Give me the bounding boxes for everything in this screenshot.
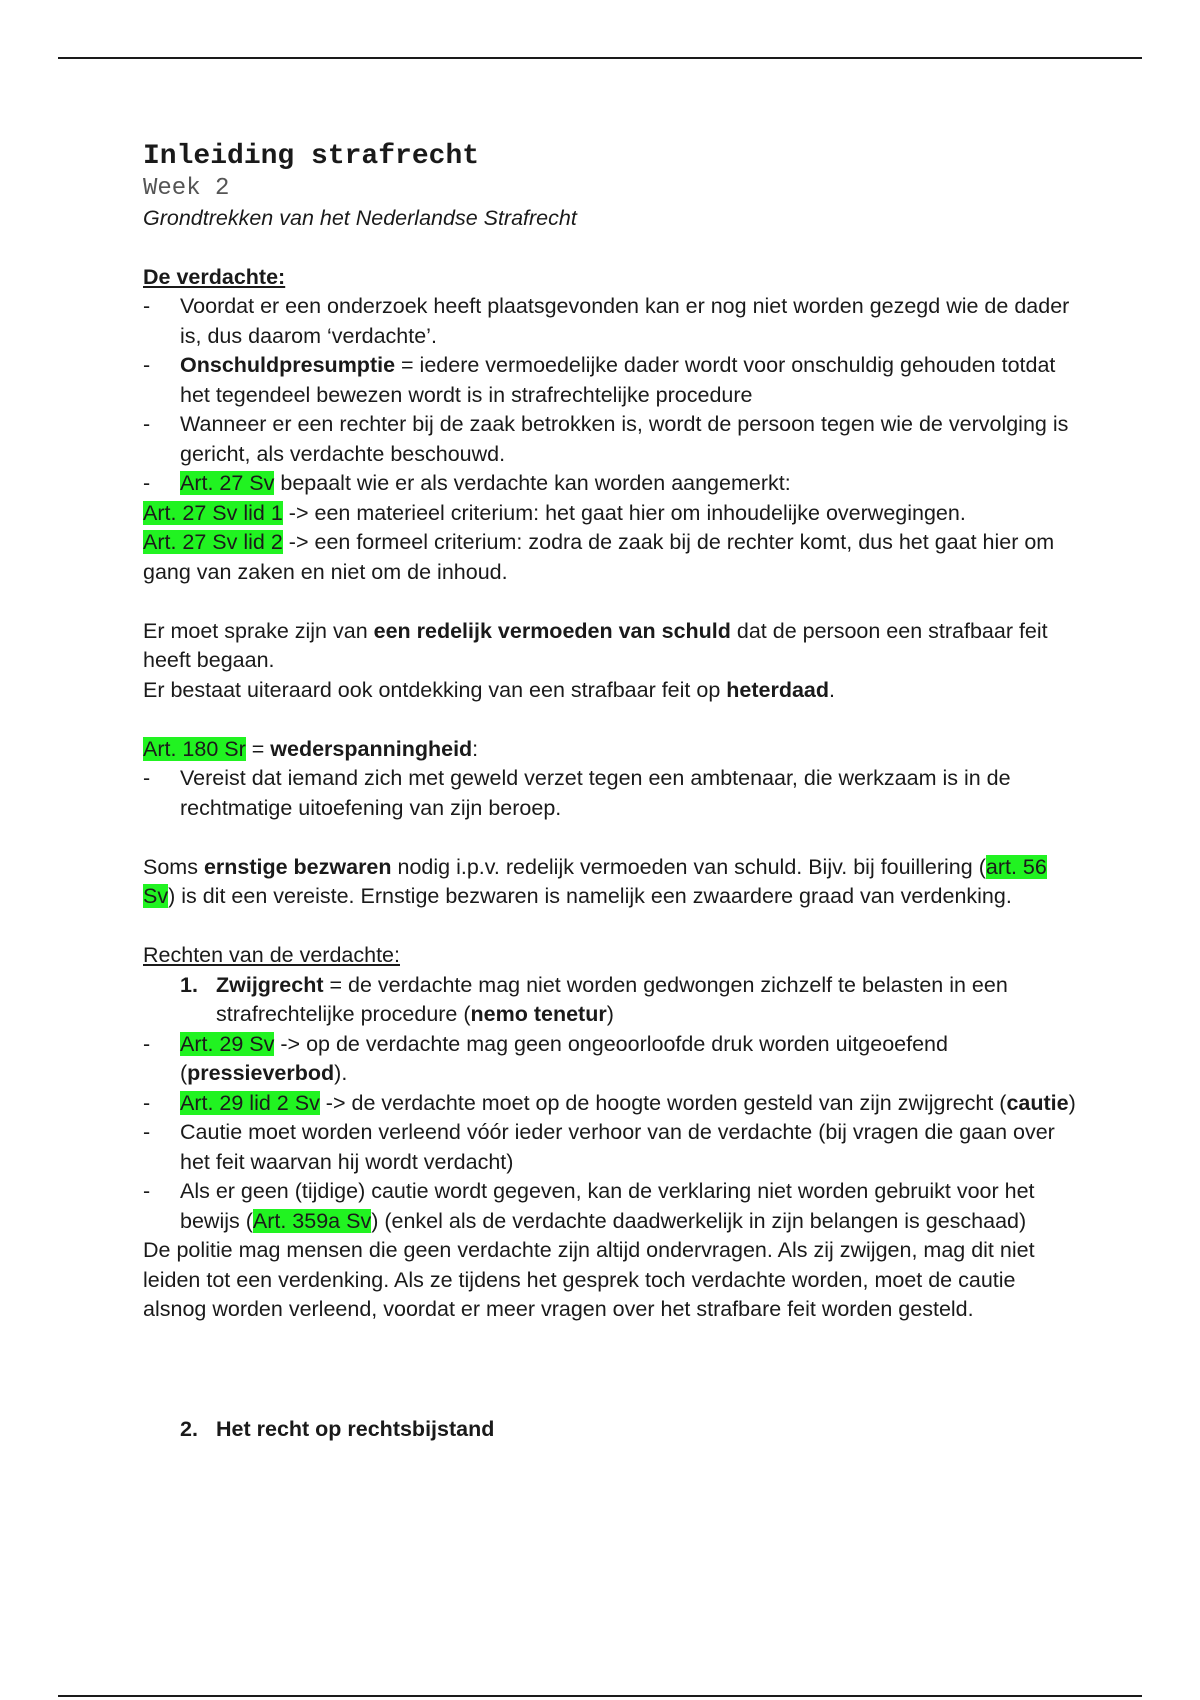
paragraph: Art. 180 Sr = wederspanningheid: [143, 736, 479, 761]
list-item: - Onschuldpresumptie = iedere vermoedelijke dader wordt voor onschuldig gehouden totdat het tegendeel bewezen wordt is in strafrechtelijke procedure [143, 351, 1083, 410]
list-item: - Voordat er een onderzoek heeft plaatsgevonden kan er nog niet worden gezegd wie de dader is, dus daarom ‘verdachte’. [143, 292, 1083, 351]
numbered-item: 2. Het recht op rechtsbijstand [180, 1416, 495, 1441]
paragraph: Er moet sprake zijn van een redelijk vermoeden van schuld dat de persoon een strafbaar feit heeft begaan. [143, 618, 1048, 672]
article-highlight: Art. 359a Sv [252, 1208, 372, 1233]
list-item: - Art. 29 lid 2 Sv -> de verdachte moet op de hoogte worden gesteld van zijn zwijgrecht (cautie) [143, 1089, 1083, 1119]
paragraph: Soms ernstige bezwaren nodig i.p.v. redelijk vermoeden van schuld. Bijv. bij fouillering (art. 56 Sv) is dit een vereiste. Ernstige bezwaren is namelijk een zwaardere graad van verdenking. [143, 854, 1047, 908]
article-highlight: Art. 27 Sv [180, 471, 275, 495]
article-highlight: art. 56 Sv [143, 854, 1047, 908]
section-heading-verdachte: De verdachte: [143, 264, 286, 289]
article-highlight: Art. 29 Sv [180, 1031, 275, 1056]
paragraph: Er bestaat uiteraard ook ontdekking van een strafbaar feit op heterdaad. [143, 677, 836, 702]
document-title: Inleiding strafrecht [143, 141, 480, 172]
top-rule [58, 57, 1142, 59]
document-subtitle: Grondtrekken van het Nederlandse Strafrecht [143, 206, 577, 230]
article-highlight: Art. 180 Sr [143, 736, 246, 761]
list-item: - Als er geen (tijdige) cautie wordt gegeven, kan de verklaring niet worden gebruikt voor het bewijs (Art. 359a Sv) (enkel als de verdachte daadwerkelijk in zijn belangen is geschaad) [143, 1177, 1083, 1236]
document-body [143, 140, 1083, 1444]
list-item: - Art. 27 Sv bepaalt wie er als verdachte kan worden aangemerkt: [143, 469, 1083, 499]
paragraph: Art. 27 Sv lid 2 -> een formeel criterium: zodra de zaak bij de rechter komt, dus het gaat hier om gang van zaken en niet om de inhoud. [143, 530, 1055, 584]
paragraph: Art. 27 Sv lid 1 -> een materieel criterium: het gaat hier om inhoudelijke overwegingen. [143, 500, 966, 525]
list-item: - Vereist dat iemand zich met geweld verzet tegen een ambtenaar, die werkzaam is in de rechtmatige uitoefening van zijn beroep. [143, 764, 1083, 823]
paragraph: De politie mag mensen die geen verdachte zijn altijd ondervragen. Als zij zwijgen, mag dit niet leiden tot een verdenking. Als ze tijdens het gesprek toch verdachte worden, moet de cautie alsnog worden verleend, voordat er meer vragen over het strafbare feit worden gesteld. [143, 1238, 1035, 1321]
week-label: Week 2 [143, 175, 230, 202]
list-item: - Art. 29 Sv -> op de verdachte mag geen ongeoorloofde druk worden uitgeoefend (pressieverbod). [143, 1030, 1083, 1089]
article-highlight: Art. 27 Sv lid 1 [143, 500, 283, 525]
article-highlight: Art. 27 Sv lid 2 [143, 530, 283, 554]
numbered-item: 1. Zwijgrecht = de verdachte mag niet worden gedwongen zichzelf te belasten in een strafrechtelijke procedure (nemo tenetur) [180, 972, 1008, 1026]
list-item: - Cautie moet worden verleend vóór ieder verhoor van de verdachte (bij vragen die gaan over het feit waarvan hij wordt verdacht) [143, 1118, 1083, 1177]
article-highlight: Art. 29 lid 2 Sv [180, 1090, 320, 1115]
list-item: - Wanneer er een rechter bij de zaak betrokken is, wordt de persoon tegen wie de vervolging is gericht, als verdachte beschouwd. [143, 410, 1083, 469]
section-heading-rechten: Rechten van de verdachte: [143, 943, 400, 967]
bottom-rule [58, 1695, 1142, 1697]
